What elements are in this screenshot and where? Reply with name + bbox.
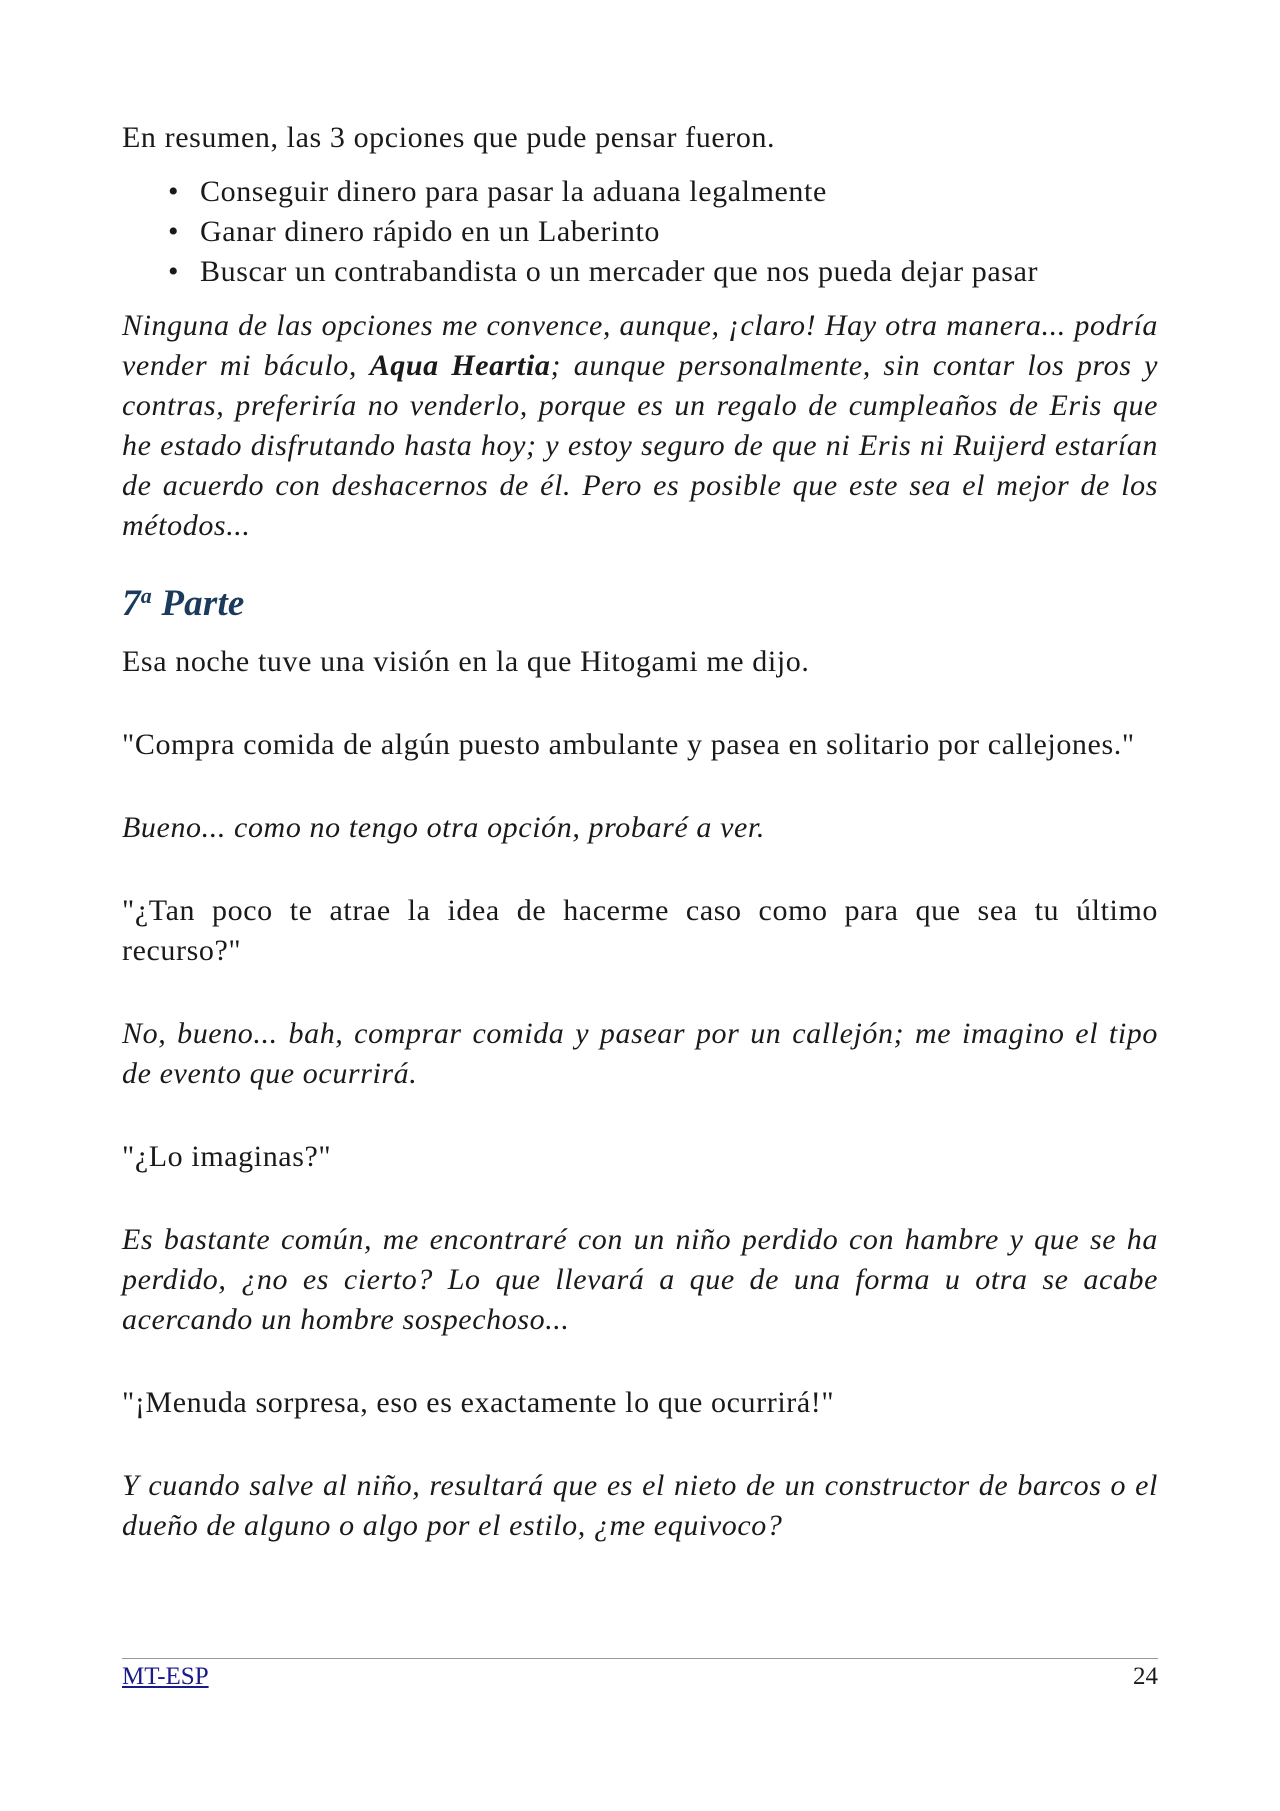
section-heading: 7$^a$ Parte (122, 583, 245, 624)
list-item: • Conseguir dinero para pasar la aduana legalmente (168, 172, 1158, 212)
paragraph: Esa noche tuve una visión en la que Hitogami me dijo. (122, 645, 810, 678)
bullet-icon: • (168, 255, 180, 288)
bullet-icon: • (168, 215, 180, 248)
thought-paragraph: Y cuando salve al niño, resultará que es el nieto de un constructor de barcos o el dueño de alguno o algo por el estilo, ¿me equivoco? (122, 1469, 1158, 1542)
options-list (122, 172, 1158, 292)
page-footer (122, 1658, 1158, 1692)
footer-link[interactable]: MT-ESP (122, 1663, 209, 1690)
dialogue-paragraph: "Compra comida de algún puesto ambulante y pasea en solitario por callejones." (122, 728, 1135, 761)
list-item: • Ganar dinero rápido en un Laberinto (168, 212, 1158, 252)
page-number: 24 (1133, 1663, 1158, 1690)
page-body (122, 118, 1158, 1546)
thought-paragraph: Es bastante común, me encontraré con un niño perdido con hambre y que se ha perdido, ¿no es cierto? Lo que llevará a que de una forma u otra se acabe acercando un hombre sospechoso... (122, 1223, 1158, 1336)
intro-paragraph: En resumen, las 3 opciones que pude pensar fueron. (122, 121, 776, 154)
thought-paragraph: Ninguna de las opciones me convence, aunque, ¡claro! Hay otra manera... podría vender mi báculo, Aqua Heartia; aunque personalmente, sin contar los pros y contras, preferiría no venderlo, porque es un regalo de cumpleaños de Eris que he estado disfrutando hasta hoy; y estoy seguro de que ni Eris ni Ruijerd estarían de acuerdo con deshacernos de él. Pero es posible que este sea el mejor de los métodos... (122, 309, 1158, 542)
staff-name: Aqua Heartia (369, 349, 551, 382)
dialogue-paragraph: "¡Menuda sorpresa, eso es exactamente lo que ocurrirá!" (122, 1386, 835, 1419)
dialogue-paragraph: "¿Lo imaginas?" (122, 1140, 332, 1173)
thought-paragraph: Bueno... como no tengo otra opción, probaré a ver. (122, 811, 765, 844)
bullet-icon: • (168, 175, 180, 208)
thought-paragraph: No, bueno... bah, comprar comida y pasear por un callejón; me imagino el tipo de evento que ocurrirá. (122, 1017, 1158, 1090)
list-item: • Buscar un contrabandista o un mercader que nos pueda dejar pasar (168, 252, 1158, 292)
dialogue-paragraph: "¿Tan poco te atrae la idea de hacerme caso como para que sea tu último recurso?" (122, 894, 1158, 967)
